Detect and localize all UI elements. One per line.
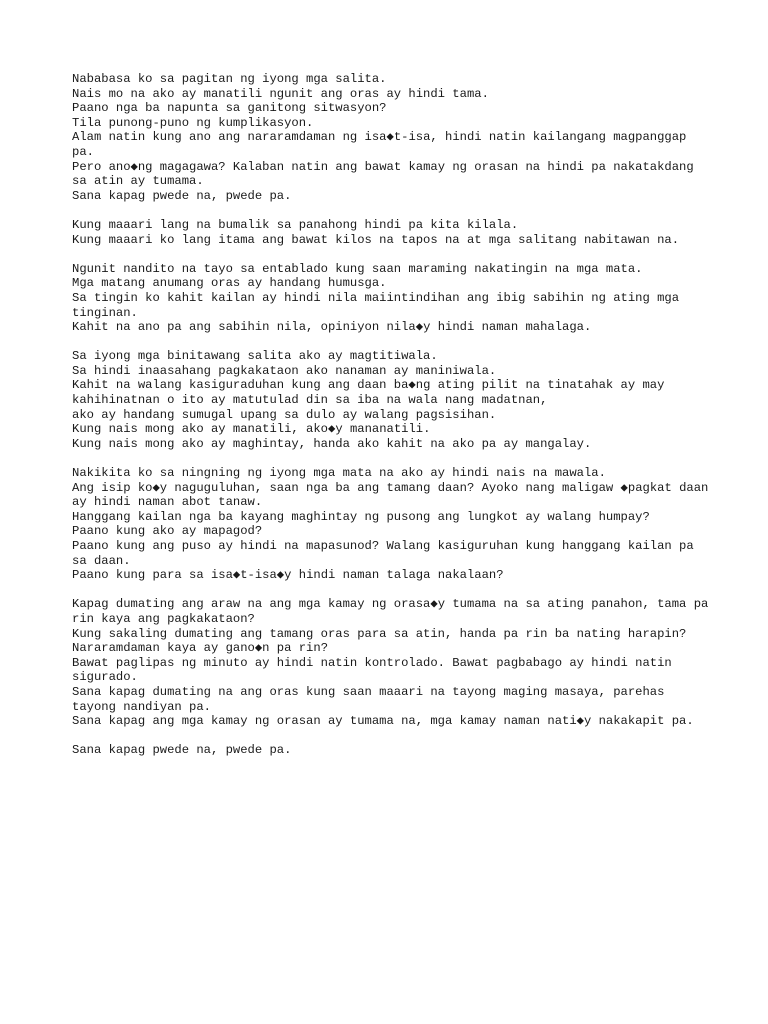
poem-line: Sa tingin ko kahit kailan ay hindi nila maiintindihan ang ibig sabihin ng ating mga tinginan. [72,290,687,320]
poem-line: Tila punong-puno ng kumplikasyon. [72,115,314,130]
poem-line: Paano kung ako ay mapagod? [72,524,263,539]
poem-line: Alam natin kung ano ang nararamdaman ng isa◆t-isa, hindi natin kailangang magpanggap pa. [72,130,694,159]
poem-line: Kapag dumating ang araw na ang mga kamay ng orasa◆y tumama na sa ating panahon, tama pa rin kaya ang pagkakataon? [72,597,716,626]
poem-line: Ngunit nandito na tayo sa entablado kung saan maraming nakatingin na mga mata. [72,261,643,276]
poem-line: Sana kapag pwede na, pwede pa. [72,743,292,758]
poem-line: Ang isip ko◆y naguguluhan, saan nga ba ang tamang daan? Ayoko nang maligaw ◆pagkat daan ay hindi naman abot tanaw. [72,480,716,510]
poem-line: Nababasa ko sa pagitan ng iyong mga salita. [72,72,387,86]
poem-line: Kung maaari ko lang itama ang bawat kilos na tapos na at mga salitang nabitawan na. [72,232,680,247]
poem-line: Sa iyong mga binitawang salita ako ay magtitiwala. [72,349,438,364]
stanza [72,72,712,203]
stanza [72,218,712,247]
stanza [72,743,712,758]
poem-line: Pero ano◆ng magagawa? Kalaban natin ang bawat kamay ng orasan na hindi pa nakatakdang sa atin ay tumama. [72,159,702,189]
poem-line: Bawat paglipas ng minuto ay hindi natin kontrolado. Bawat pagbabago ay hindi natin sigurado. [72,655,680,685]
poem-line: Kung nais mong ako ay maghintay, handa ako kahit na ako pa ay mangalay. [72,436,592,451]
poem-text [72,72,716,773]
poem-line: Sa hindi inaasahang pagkakataon ako nanaman ay maniniwala. [72,363,497,378]
poem-line: Kahit na ano pa ang sabihin nila, opiniyon nila◆y hindi naman mahalaga. [72,320,592,335]
poem-line: Kung maaari lang na bumalik sa panahong hindi pa kita kilala. [72,217,519,232]
poem-line: Paano nga ba napunta sa ganitong sitwasyon? [72,101,387,116]
stanza [72,262,712,335]
stanza [72,597,716,729]
poem-line: Sana kapag ang mga kamay ng orasan ay tumama na, mga kamay naman nati◆y nakakapit pa. [72,714,694,729]
poem-line: Kung nais mong ako ay manatili, ako◆y mananatili. [72,422,431,437]
stanza [72,466,716,583]
poem-line: Paano kung ang puso ay hindi na mapasunod? Walang kasiguruhan kung hanggang kailan pa sa daan. [72,539,701,568]
stanza [72,349,712,451]
poem-line: Sana kapag pwede na, pwede pa. [72,188,292,203]
poem-line: ako ay handang sumugal upang sa dulo ay walang pagsisihan. [72,407,497,422]
poem-line: Sana kapag dumating na ang oras kung saan maaari na tayong maging masaya, parehas tayong nandiyan pa. [72,684,672,714]
poem-line: Paano kung para sa isa◆t-isa◆y hindi naman talaga nakalaan? [72,568,504,583]
poem-line: Kung sakaling dumating ang tamang oras para sa atin, handa pa rin ba nating harapin? Nararamdaman kaya ay gano◆n pa rin? [72,626,694,656]
poem-line: Nais mo na ako ay manatili ngunit ang oras ay hindi tama. [72,86,489,101]
poem-line: Hanggang kailan nga ba kayang maghintay ng pusong ang lungkot ay walang humpay? [72,509,650,524]
poem-line: Kahit na walang kasiguraduhan kung ang daan ba◆ng ating pilit na tinatahak ay may kahihinatnan o ito ay matutulad din sa iba na wala nang madatnan, [72,378,672,408]
poem-line: Nakikita ko sa ningning ng iyong mga mata na ako ay hindi nais na mawala. [72,466,606,481]
poem-line: Mga matang anumang oras ay handang humusga. [72,276,387,291]
